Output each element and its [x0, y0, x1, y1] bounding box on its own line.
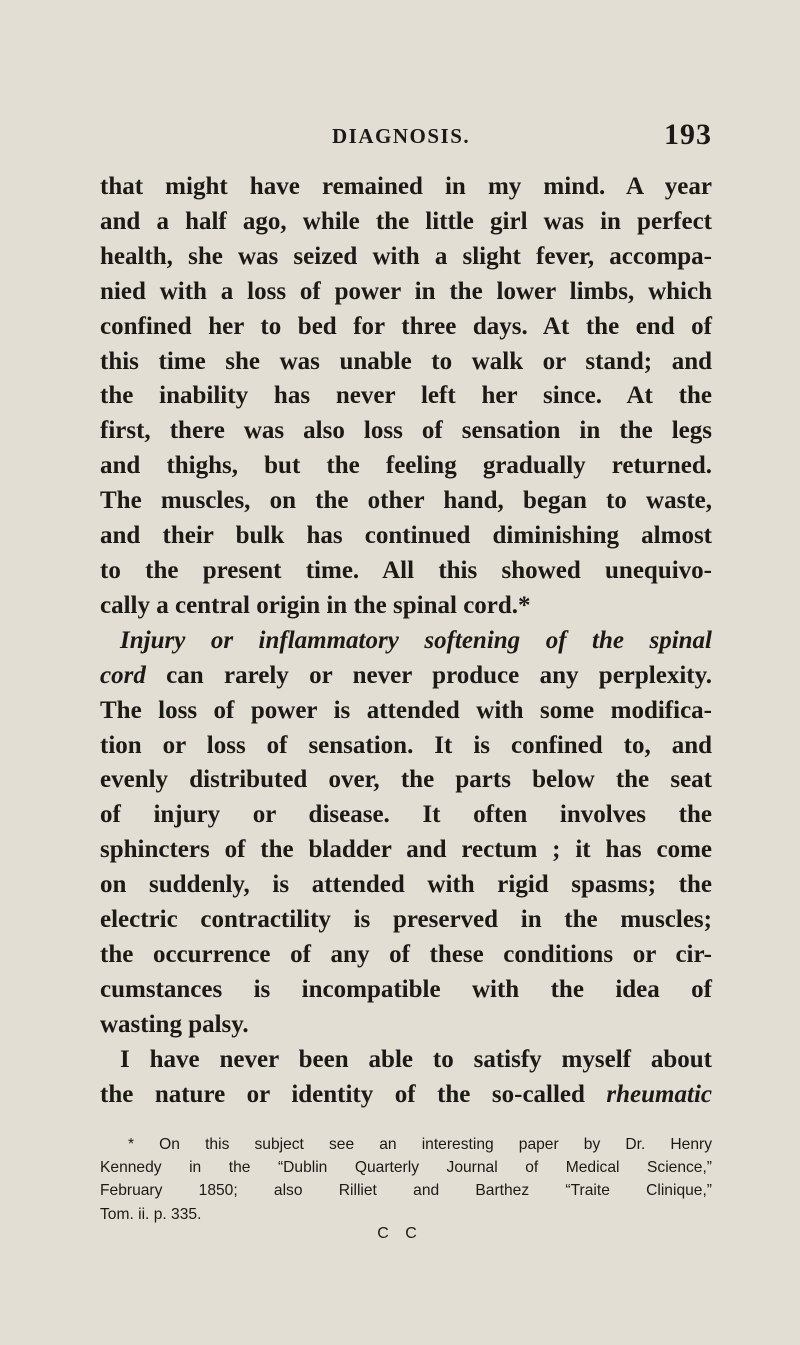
text-line: the inability has never left her since. At the — [100, 382, 712, 410]
text-fragment: can rarely or never produce any perplexity. — [145, 661, 712, 689]
text-line: Injury or inflammatory softening of the spinal — [120, 626, 712, 654]
footnote-line: Tom. ii. p. 335. — [100, 1205, 202, 1223]
body-text — [100, 170, 712, 1112]
text-line: health, she was seized with a slight fever, accompa- — [100, 242, 712, 270]
signature-mark: C C — [377, 1225, 423, 1242]
text-line: confined her to bed for three days. At the end of — [100, 312, 712, 340]
text-line: cally a central origin in the spinal cord.* — [100, 591, 531, 619]
paragraph-3 — [100, 1043, 712, 1113]
text-line: that might have remained in my mind. A year — [100, 173, 712, 200]
text-line: evenly distributed over, the parts below the seat — [100, 766, 712, 794]
text-line: this time she was unable to walk or stand; and — [100, 347, 712, 375]
text-line: and their bulk has continued diminishing almost — [100, 522, 712, 550]
footnote-line: Kennedy in the “Dublin Quarterly Journal of Medical Science,” — [100, 1159, 712, 1177]
text-line: of injury or disease. It often involves the — [100, 801, 712, 829]
text-line: tion or loss of sensation. It is confined to, and — [100, 731, 712, 759]
page-number: 193 — [664, 118, 712, 151]
text-line: to the present time. All this showed unequivo- — [100, 556, 712, 584]
text-fragment: the nature or identity of the so-called — [100, 1080, 607, 1108]
footnote-line: February 1850; also Rilliet and Barthez “Traite Clinique,” — [100, 1182, 712, 1200]
text-line: electric contractility is preserved in the muscles; — [100, 906, 712, 934]
running-head — [100, 118, 712, 154]
italic-phrase: rheumatic — [606, 1080, 712, 1108]
text-line: nied with a loss of power in the lower limbs, which — [100, 277, 712, 305]
footnote — [100, 1133, 712, 1226]
text-line: sphincters of the bladder and rectum ; it has come — [100, 836, 712, 864]
italic-phrase: cord — [100, 661, 146, 689]
text-line: the occurrence of any of these conditions or cir- — [100, 940, 712, 968]
text-line: on suddenly, is attended with rigid spasms; the — [100, 871, 712, 899]
running-title: DIAGNOSIS. — [332, 124, 471, 148]
text-line: wasting palsy. — [100, 1010, 249, 1038]
text-line: first, there was also loss of sensation in the legs — [100, 417, 712, 445]
text-line — [100, 659, 712, 694]
text-line: The loss of power is attended with some modifica- — [100, 696, 712, 724]
paragraph-2 — [100, 624, 712, 1043]
text-line: The muscles, on the other hand, began to waste, — [100, 487, 712, 515]
text-line: and thighs, but the feeling gradually returned. — [100, 452, 712, 480]
text-line: and a half ago, while the little girl was in perfect — [100, 207, 712, 235]
text-line: I have never been able to satisfy myself about — [120, 1045, 712, 1073]
text-line — [100, 1078, 712, 1113]
paragraph-1 — [100, 170, 712, 624]
text-line: cumstances is incompatible with the idea of — [100, 975, 712, 1003]
footnote-line: * On this subject see an interesting paper by Dr. Henry — [128, 1136, 712, 1153]
